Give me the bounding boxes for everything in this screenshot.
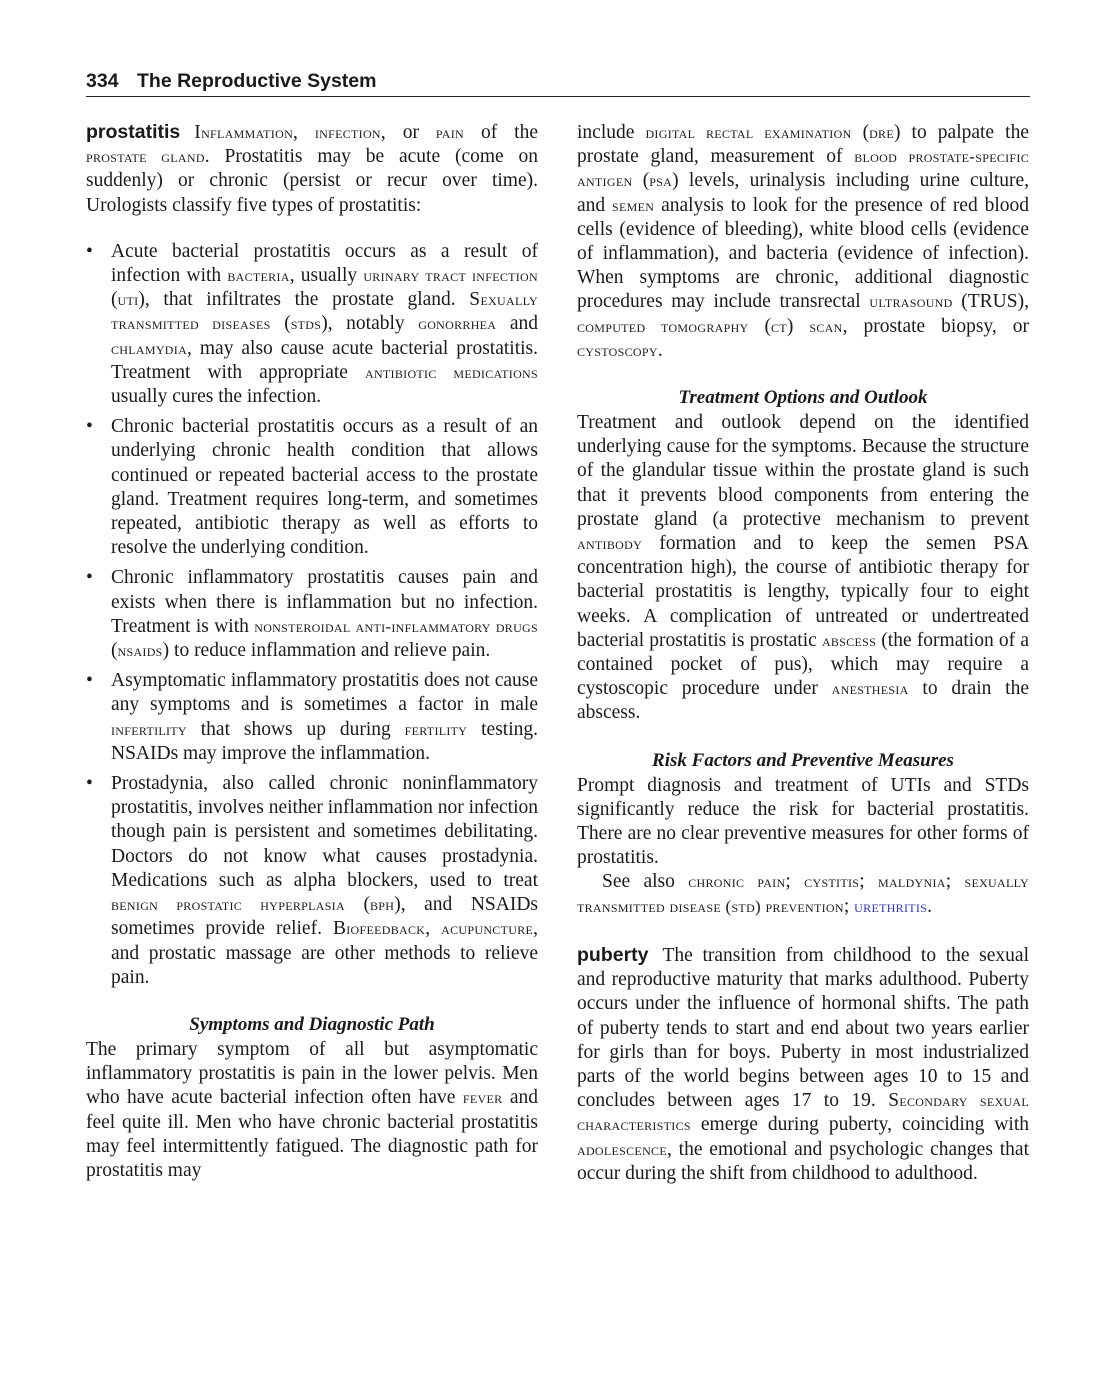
cross-reference: Secondary sexual characteristics	[577, 1090, 1029, 1135]
cross-reference: nsaids	[117, 641, 163, 661]
list-item: • Prostadynia, also called chronic noninflammatory prostatitis, involves neither inflammation nor infection though pain is persistent and sometimes debilitating. Doctors do not know what causes prostadynia. Medications such as alpha blockers, used to treat benign prostatic hyperplasia (bph), and NSAIDs sometimes provide relief. Biofeedback, acupuncture, and prostatic massage are other methods to relieve pain.	[86, 772, 538, 990]
cross-reference: adolescence	[577, 1139, 667, 1159]
cross-reference: bacteria	[227, 266, 290, 286]
risk-paragraph: Prompt diagnosis and treatment of UTIs and STDs significantly reduce the risk for bacterial prostatitis. There are no clear preventive measures for other forms of prostatitis.	[577, 774, 1029, 869]
list-item: • Chronic inflammatory prostatitis causes pain and exists when there is inflammation but no infection. Treatment is with nonsteroidal anti-inflammatory drugs (nsaids) to reduce inflammation and relieve pain.	[86, 566, 538, 663]
running-header	[86, 68, 1030, 97]
list-item: • Asymptomatic inflammatory prostatitis does not cause any symptoms and is sometimes a factor in male infertility that shows up during fertility testing. NSAIDs may improve the inflammation.	[86, 669, 538, 766]
section-heading-treatment: Treatment Options and Outlook	[678, 387, 928, 409]
puberty-entry	[577, 943, 1029, 1186]
see-also-paragraph	[577, 870, 1029, 918]
see-also-links: chronic pain; cystitis; maldynia; sexually transmitted disease (std) prevention; urethritis.	[577, 871, 1030, 917]
page-number: 334	[86, 70, 119, 92]
cross-reference: sexually transmitted disease (std) prevention	[577, 872, 1030, 916]
cross-reference: semen	[612, 195, 655, 215]
cross-reference: dre	[869, 123, 894, 142]
cross-reference: computed tomography	[577, 316, 749, 336]
cross-reference: Inflammation	[194, 122, 294, 143]
chapter-title: The Reproductive System	[137, 70, 377, 92]
intro-text: Inflammation, infection, or pain of the prostate gland. Prostatitis may be acute (come on suddenly) or chronic (persist or recur over time). Urologists classify five types of prostatitis:	[86, 122, 539, 216]
right-column	[577, 121, 1029, 1186]
cross-reference-link-urethritis[interactable]: urethritis	[854, 896, 928, 916]
cross-reference: nonsteroidal anti-inflammatory drugs	[254, 616, 538, 636]
cross-reference: abscess	[821, 630, 877, 650]
cross-reference: scan	[809, 316, 843, 336]
section-heading-risk: Risk Factors and Preventive Measures	[652, 749, 954, 771]
puberty-text: The transition from childhood to the sexual and reproductive maturity that marks adulthood. Puberty occurs under the influence of hormonal shifts. The path of puberty tends to start and end about two years earlier for girls than for boys. Puberty in most industrialized parts of the world begins between ages 10 to 15 and concludes between ages 17 to 19. Secondary sexual characteristics emerge during puberty, coinciding with adolescence, the emotional and psychologic changes that occur during the shift from childhood to adulthood.	[577, 944, 1029, 1184]
left-column	[86, 120, 538, 1183]
cross-reference: blood prostate-specific antigen	[577, 147, 1029, 191]
cross-reference: chlamydia	[111, 338, 188, 358]
cross-reference: ultrasound	[869, 292, 953, 312]
cross-reference: gonorrhea	[418, 314, 497, 334]
cross-reference: maldynia	[878, 872, 946, 892]
cross-reference: urinary tract infection	[363, 266, 538, 286]
cross-reference: fertility	[404, 719, 468, 739]
cross-reference: chronic pain	[688, 872, 786, 892]
cross-reference: digital rectal examination	[645, 123, 852, 142]
cross-reference: prostate gland	[86, 147, 205, 167]
cross-reference: uti	[117, 290, 139, 310]
cross-reference: Biofeedback	[332, 918, 426, 940]
cross-reference: bph	[369, 895, 395, 915]
cross-reference: antibody	[577, 534, 643, 554]
cross-reference: anesthesia	[831, 679, 909, 699]
list-item: • Chronic bacterial prostatitis occurs as a result of an underlying chronic health condition that allows continued or repeated bacterial access to the prostate gland. Treatment requires long-term, and sometimes repeated, antibiotic therapy as well as efforts to resolve the underlying condition.	[86, 415, 538, 560]
cross-reference: acupuncture	[441, 919, 534, 939]
entry-term-puberty: puberty	[577, 943, 649, 966]
symptoms-continued-paragraph: include digital rectal examination (dre) to palpate the prostate gland, measurement of blood prostate-specific antigen (psa) levels, urinalysis including urine culture, and semen analysis to look for the presence of red blood cells (evidence of bleeding), white blood cells (evidence of inflammation), and bacteria (evidence of infection). When symptoms are chronic, additional diagnostic procedures may include transrectal ultrasound (TRUS), computed tomography (ct) scan, prostate biopsy, or cystoscopy.	[577, 122, 1030, 361]
cross-reference: fever	[462, 1088, 503, 1108]
entry-term-prostatitis: prostatitis	[86, 121, 181, 143]
section-heading-symptoms: Symptoms and Diagnostic Path	[189, 1013, 435, 1035]
cross-reference: pain	[435, 123, 465, 142]
treatment-paragraph: Treatment and outlook depend on the identified underlying cause for the symptoms. Because the structure of the glandular tissue within the prostate gland is such that it prevents blood components from entering the prostate gland (a protective mechanism to prevent antibody formation and to keep the semen PSA concentration high), the course of antibiotic therapy for bacterial prostatitis is lengthy, typically four to eight weeks. A complication of untreated or undertreated bacterial prostatitis is prostatic abscess (the formation of a contained pocket of pus), which may require a cystoscopic procedure under anesthesia to drain the abscess.	[577, 412, 1029, 724]
list-item: • Acute bacterial prostatitis occurs as a result of infection with bacteria, usually urinary tract infection (uti), that infiltrates the prostate gland. Sexually transmitted diseases (stds), notably gonorrhea and chlamydia, may also cause acute bacterial prostatitis. Treatment with appropriate antibiotic medications usually cures the infection.	[86, 240, 538, 409]
cross-reference: infertility	[111, 719, 187, 739]
symptoms-paragraph: The primary symptom of all but asymptomatic inflammatory prostatitis is pain in the lower pelvis. Men who have acute bacterial infection often have fever and feel quite ill. Men who have chronic bacterial prostatitis may feel intermittently fatigued. The diagnostic path for prostatitis may	[86, 1038, 538, 1181]
see-also-label: See also	[602, 871, 689, 893]
cross-reference: stds	[290, 314, 322, 334]
cross-reference: cystitis	[804, 872, 860, 892]
cross-reference: ct	[770, 316, 787, 336]
cross-reference: Sexually transmitted diseases	[111, 289, 538, 334]
cross-reference: infection	[314, 123, 381, 142]
cross-reference: antibiotic medications	[365, 362, 538, 382]
prostatitis-intro	[86, 120, 538, 218]
cross-reference: psa	[649, 171, 673, 191]
cross-reference: benign prostatic hyperplasia	[111, 895, 345, 915]
cross-reference: cystoscopy	[577, 340, 658, 360]
prostatitis-types-list	[86, 240, 538, 990]
